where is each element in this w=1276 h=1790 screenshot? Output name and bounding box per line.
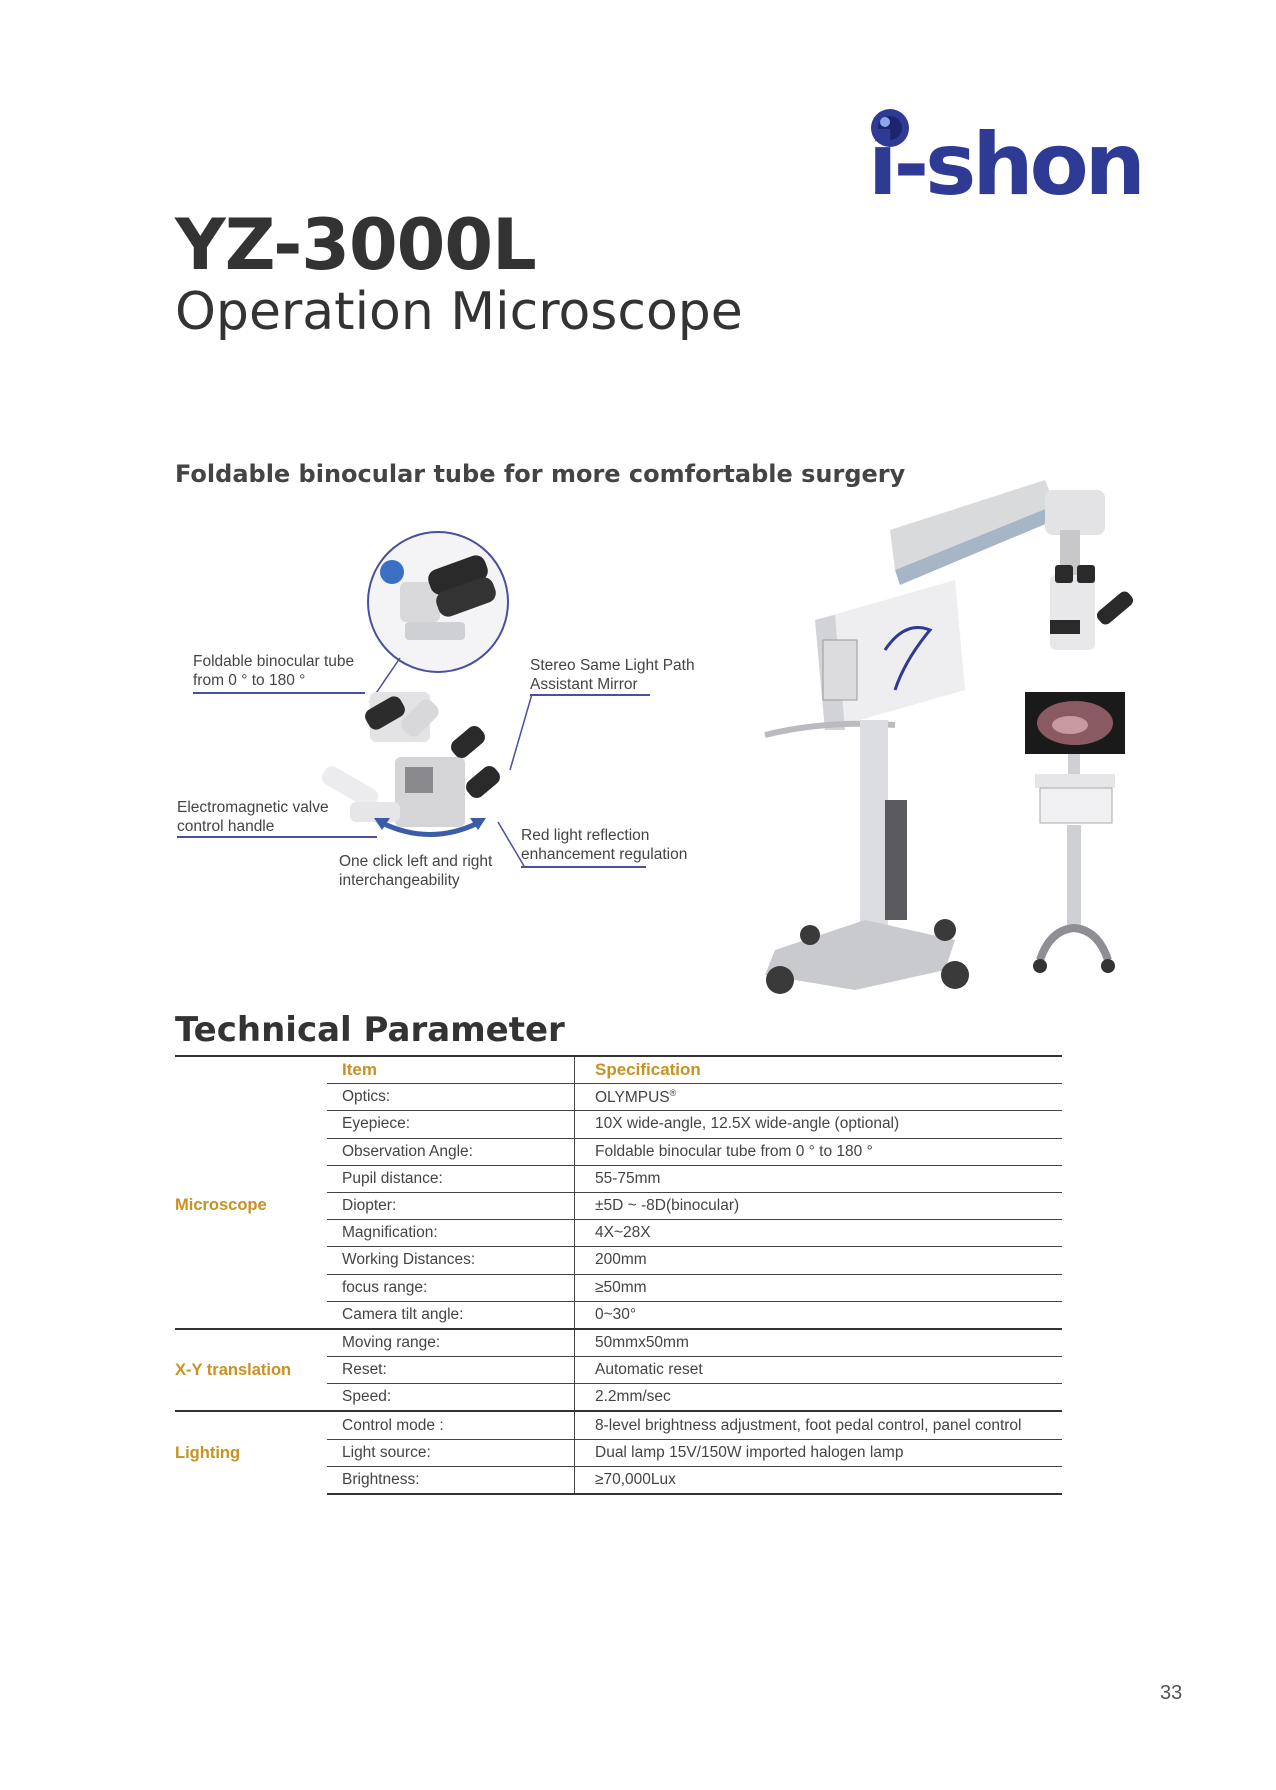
logo-text: i-shon (868, 115, 1142, 215)
spec-table (175, 1055, 1062, 1495)
table-row: Magnification: 4X~28X (175, 1220, 1062, 1247)
table-row: Reset: Automatic reset (175, 1357, 1062, 1384)
table-row: Light source: Dual lamp 15V/150W imported halogen lamp (175, 1439, 1062, 1466)
callout-line-foldable (193, 692, 365, 694)
table-row: Pupil distance: 55-75mm (175, 1165, 1062, 1192)
model-title: YZ-3000L (175, 204, 536, 286)
table-row: Diopter: ±5D ~ -8D(binocular) (175, 1192, 1062, 1219)
group-lighting: Lighting (175, 1411, 327, 1494)
table-row: Observation Angle: Foldable binocular tube from 0 ° to 180 ° (175, 1138, 1062, 1165)
callout-line-electro (177, 836, 377, 838)
table-row: Eyepiece: 10X wide-angle, 12.5X wide-angle (optional) (175, 1111, 1062, 1138)
table-row: Microscope Optics: OLYMPUS® (175, 1084, 1062, 1111)
feature-heading: Foldable binocular tube for more comfortable surgery (175, 460, 906, 488)
callout-line-stereo (530, 694, 650, 696)
callout-pointer-red-light (496, 820, 526, 870)
callout-electro: Electromagnetic valve control handle (177, 799, 329, 835)
column-header-spec: Specification (575, 1056, 1063, 1084)
table-row: Working Distances: 200mm (175, 1247, 1062, 1274)
group-microscope: Microscope (175, 1196, 267, 1215)
callout-foldable: Foldable binocular tube from 0 ° to 180 ° (193, 653, 355, 689)
tech-heading: Technical Parameter (175, 1010, 565, 1050)
page-number: 33 (1160, 1682, 1183, 1704)
table-row: Camera tilt angle: 0~30° (175, 1301, 1062, 1329)
callout-red-light: Red light reflection enhancement regulation (521, 827, 688, 863)
brand-logo (868, 104, 1148, 214)
table-row: Brightness: ≥70,000Lux (175, 1466, 1062, 1494)
product-title: Operation Microscope (175, 282, 743, 342)
callout-stereo: Stereo Same Light Path Assistant Mirror (530, 657, 695, 693)
table-row: Lighting Control mode : 8-level brightness adjustment, foot pedal control, panel control (175, 1411, 1062, 1439)
column-header-item: Item (327, 1056, 575, 1084)
table-row: Speed: 2.2mm/sec (175, 1384, 1062, 1412)
table-header-row (175, 1056, 1062, 1084)
callout-line-red-light (521, 866, 646, 868)
table-row: X-Y translation Moving range: 50mmx50mm (175, 1329, 1062, 1357)
group-xy-translation: X-Y translation (175, 1329, 327, 1412)
monitor-cart-image (1020, 690, 1130, 980)
table-row: focus range: ≥50mm (175, 1274, 1062, 1301)
callout-one-click: One click left and right interchangeability (339, 853, 493, 889)
callout-pointer-stereo (508, 692, 534, 772)
